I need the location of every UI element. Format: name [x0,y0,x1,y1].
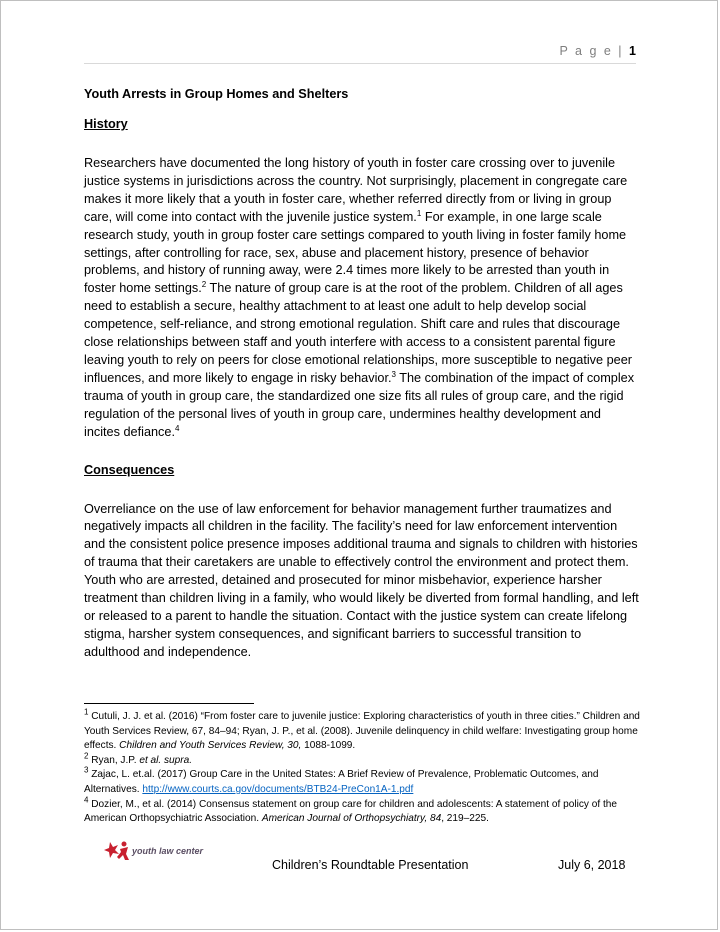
header-divider [84,63,636,64]
footnote-1-text: Cutuli, J. J. et al. (2016) “From foster care to juvenile justice: Exploring characteristics of youth in three cities.” Children and Youth Services Review, 67, 84–94; Ryan, J. P., et al. (2008). Juvenile delinquency in child welfare: Investigating group home effects. [84,711,640,752]
youth-law-center-logo [104,838,204,864]
footnote-4 [84,795,644,827]
footnote-3 [84,768,644,797]
history-text-4: The combination of the impact of complex trauma of youth in group care, the standardized one size fits all rules of group care, and the rigid regulation of the personal lives of youth in group care, undermines healthy development and incites defiance. [84,370,635,439]
footnote-3-link[interactable]: http://www.courts.ca.gov/documents/BTB24-PreCon1A-1.pdf [142,783,414,795]
footnote-divider [84,703,254,704]
footnote-4-journal: American Journal of Orthopsychiatry, 84 [261,813,442,825]
page-header [559,44,636,58]
footnote-4-pages: , 219–225. [441,813,489,825]
footnote-ref-4[interactable]: 4 [174,423,180,433]
history-heading: History [84,117,128,131]
footnote-2-number: 2 [84,751,89,761]
page-label: P a g e | [559,44,624,58]
history-text-2: For example, in one large scale research study, youth in group foster care settings compared to youth living in foster family home settings, after controlling for race, sex, abuse and placement history, presence of behavior problems, and history of running away, were 2.4 times more likely to be arrested than youth in foster home settings. [84,209,627,296]
footnote-2-italic: et al. supra. [139,754,193,766]
footnote-4-number: 4 [84,795,89,805]
footnote-1 [84,707,644,754]
logo-text: youth law center [132,846,204,856]
footnote-1-journal: Children and Youth Services Review, 30, [119,740,302,752]
footnote-ref-2[interactable]: 2 [201,280,207,290]
consequences-paragraph: Overreliance on the use of law enforcement for behavior management further traumatizes and negatively impacts all children in the facility. The facility’s need for law enforcement intervention and the consistent police presence imposes additional trauma and signals to children with histories of trauma that their caretakers are unable to effectively control the environment and protect them. Youth who are arrested, detained and prosecuted for minor misbehavior, experience harsher treatment than children living in a family, who would likely be diverted from formal handling, and left or released to a parent to handle the situation. Contact with the justice system can create lifelong stigma, harsher system consequences, and significant barriers to successful transition to adulthood and independence. [84,501,639,659]
footnote-4-text: Dozier, M., et al. (2014) Consensus statement on group care for children and adolescents: A statement of policy of the American Orthopsychiatric Association. [84,798,617,825]
history-paragraph [84,155,639,442]
footnote-1-number: 1 [84,707,89,717]
consequences-heading: Consequences [84,462,175,477]
footnote-3-text: Zajac, L. et.al. (2017) Group Care in the United States: A Brief Review of Prevalence, Problematic Outcomes, and Alternatives. [84,769,599,795]
footnote-3-number: 3 [84,766,89,776]
footnote-2 [84,751,644,769]
footnote-ref-3[interactable]: 3 [391,369,396,379]
document-title: Youth Arrests in Group Homes and Shelters [84,87,349,101]
footnote-ref-1[interactable]: 1 [416,208,422,218]
footnote-1-pages: 1088-1099. [301,740,356,752]
footer-title: Children’s Roundtable Presentation [272,858,469,872]
history-text-3: The nature of group care is at the root of the problem. Children of all ages need to establish a secure, healthy attachment to at least one adult to help develop social competence, self-reliance, and strong emotional regulation. Shift care and rules that discourage close relationships between staff and youth interfere with access to a consistent parental figure leaving youth to rely on peers for close emotional relationships, more susceptible to negative peer influences, and more likely to engage in risky behavior. [84,281,632,385]
page-number: 1 [629,44,636,58]
document-body [84,85,639,662]
footnote-2-text: Ryan, J.P. [88,754,140,766]
footnotes [84,707,644,827]
history-text-1: Researchers have documented the long history of youth in foster care crossing over to juvenile justice systems in jurisdictions across the country. Not surprisingly, placement in congregate care makes it more likely that a youth in foster care, whether referred directly from or living in group care, will come into contact with the juvenile justice system. [84,156,628,224]
footer-date: July 6, 2018 [558,858,626,872]
